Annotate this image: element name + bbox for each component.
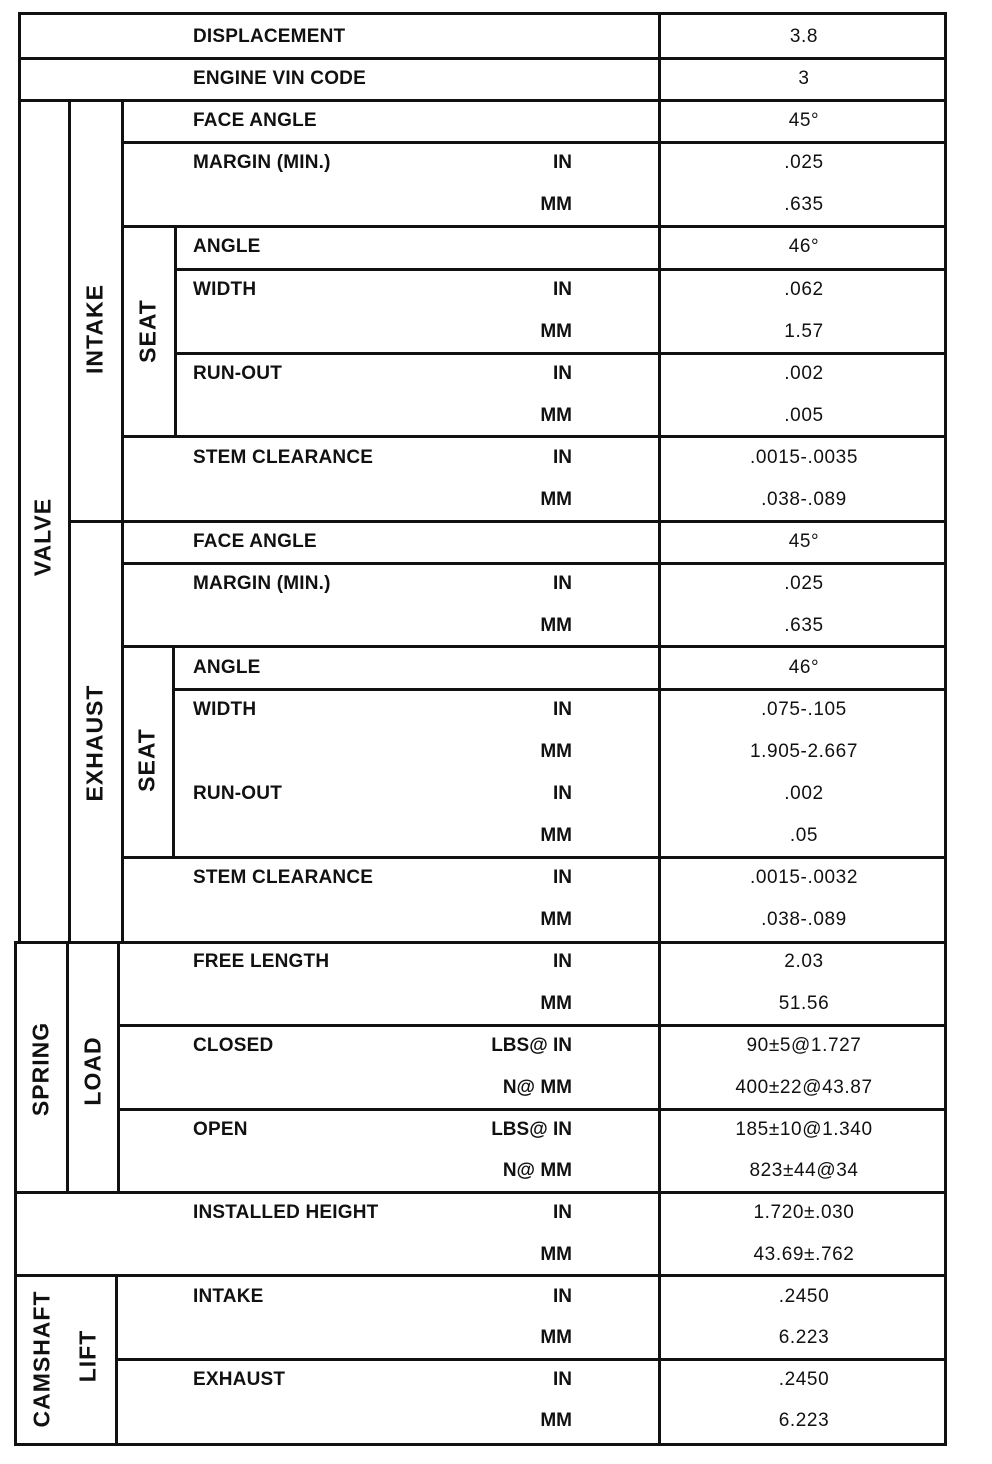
row-value: .005 (784, 405, 824, 426)
intake-line-4 (174, 352, 947, 355)
row-value: 51.56 (778, 993, 830, 1014)
row-value: .038-.089 (761, 489, 847, 510)
row-value: .05 (789, 825, 819, 846)
row-value: 1.905-2.667 (749, 741, 859, 762)
row-value: .062 (784, 279, 824, 300)
row-value: 2.03 (784, 951, 824, 972)
row-value: 823±44@34 (749, 1160, 859, 1181)
row-value: 90±5@1.727 (746, 1035, 862, 1056)
row-label: MARGIN (MIN.) (193, 573, 331, 594)
row-unit: IN (553, 1286, 572, 1307)
row-value: 45° (788, 531, 820, 552)
row-unit: MM (540, 489, 572, 510)
load-label: LOAD (79, 1036, 106, 1106)
intake-seat-label: SEAT (134, 299, 161, 363)
exhaust-line-1 (121, 562, 947, 565)
row-value: 1.57 (784, 321, 824, 342)
exhaust-seat-divider (172, 647, 175, 858)
row-value: .002 (784, 363, 824, 384)
row-value: .075-.105 (761, 699, 847, 720)
row-value: 400±22@43.87 (735, 1077, 873, 1098)
row-value: .2450 (778, 1369, 830, 1390)
lift-label: LIFT (74, 1329, 101, 1383)
row-label: ANGLE (193, 236, 261, 257)
row-unit: MM (540, 741, 572, 762)
row-label: INTAKE (193, 1286, 264, 1307)
camshaft-label: CAMSHAFT (28, 1290, 55, 1428)
row-value: 3 (798, 68, 810, 89)
row-unit: IN (553, 699, 572, 720)
row-value: 6.223 (778, 1327, 830, 1348)
row-unit: MM (540, 405, 572, 426)
exhaust-seat-label: SEAT (133, 728, 160, 792)
row-label: OPEN (193, 1119, 248, 1140)
row-unit: MM (540, 1410, 572, 1431)
row-label: FACE ANGLE (193, 110, 317, 131)
row-value: .0015-.0032 (749, 867, 859, 888)
row-value: .0015-.0035 (749, 447, 859, 468)
row-value: .635 (784, 194, 824, 215)
row-value: 3.8 (789, 26, 819, 47)
row-label: STEM CLEARANCE (193, 447, 374, 468)
row-unit: MM (540, 321, 572, 342)
spring-load-divider (66, 941, 69, 1194)
row-value: 46° (788, 657, 820, 678)
row-value: .002 (784, 783, 824, 804)
row-unit: IN (553, 363, 572, 384)
row-unit: IN (553, 1202, 572, 1223)
row-value: 43.69±.762 (753, 1244, 855, 1265)
intake-exhaust-divider (68, 520, 947, 523)
row-unit: IN (553, 152, 572, 173)
row-unit: MM (540, 909, 572, 930)
row-unit: MM (540, 825, 572, 846)
row-value: 185±10@1.340 (735, 1119, 873, 1140)
row-value: .025 (784, 573, 824, 594)
intake-line-5 (121, 435, 947, 438)
row-value: .2450 (778, 1286, 830, 1307)
row-unit: N@ MM (502, 1160, 572, 1181)
row-label: EXHAUST (193, 1369, 286, 1390)
load-column-divider (117, 941, 120, 1194)
row-unit: MM (540, 615, 572, 636)
spring-box (14, 941, 947, 1194)
row-label: CLOSED (193, 1035, 274, 1056)
spring-line-1 (117, 1024, 947, 1027)
row-unit: LBS@ IN (491, 1035, 572, 1056)
row-label: DISPLACEMENT (193, 26, 346, 47)
row-unit: MM (540, 1244, 572, 1265)
row-unit: MM (540, 1327, 572, 1348)
intake-line-3 (174, 268, 947, 271)
valve-label: VALVE (29, 497, 56, 577)
row-label: WIDTH (193, 279, 257, 300)
intake-seat-divider (174, 227, 177, 437)
row-value: .635 (784, 615, 824, 636)
row-unit: IN (553, 279, 572, 300)
row-unit: MM (540, 194, 572, 215)
spring-line-2 (117, 1108, 947, 1111)
exhaust-label: EXHAUST (81, 684, 108, 802)
row-label: STEM CLEARANCE (193, 867, 374, 888)
row-unit: IN (553, 951, 572, 972)
intake-line-2 (121, 225, 947, 228)
exhaust-line-2 (121, 645, 947, 648)
row-value: 46° (788, 236, 820, 257)
row-unit: LBS@ IN (491, 1119, 572, 1140)
row-value: 1.720±.030 (753, 1202, 855, 1223)
row-unit: IN (553, 573, 572, 594)
row-label: MARGIN (MIN.) (193, 152, 331, 173)
row-value: .038-.089 (761, 909, 847, 930)
spring-label: SPRING (27, 1021, 54, 1117)
row-unit: IN (553, 867, 572, 888)
row-value: .025 (784, 152, 824, 173)
row-label: RUN-OUT (193, 783, 282, 804)
intake-line-1 (121, 141, 947, 144)
row-label: RUN-OUT (193, 363, 282, 384)
row-label: INSTALLED HEIGHT (193, 1202, 379, 1223)
camshaft-line-1 (115, 1358, 947, 1361)
row-label: WIDTH (193, 699, 257, 720)
row-unit: IN (553, 783, 572, 804)
row-unit: IN (553, 1369, 572, 1390)
row-label: ANGLE (193, 657, 261, 678)
intake-label: INTAKE (81, 284, 108, 374)
row-label: FACE ANGLE (193, 531, 317, 552)
row-unit: MM (540, 993, 572, 1014)
row-value: 45° (788, 110, 820, 131)
row-value: 6.223 (778, 1410, 830, 1431)
exhaust-line-3 (172, 688, 947, 691)
row-label: FREE LENGTH (193, 951, 330, 972)
row-label: ENGINE VIN CODE (193, 68, 366, 89)
row-unit: IN (553, 447, 572, 468)
exhaust-line-4 (121, 856, 947, 859)
row-unit: N@ MM (502, 1077, 572, 1098)
